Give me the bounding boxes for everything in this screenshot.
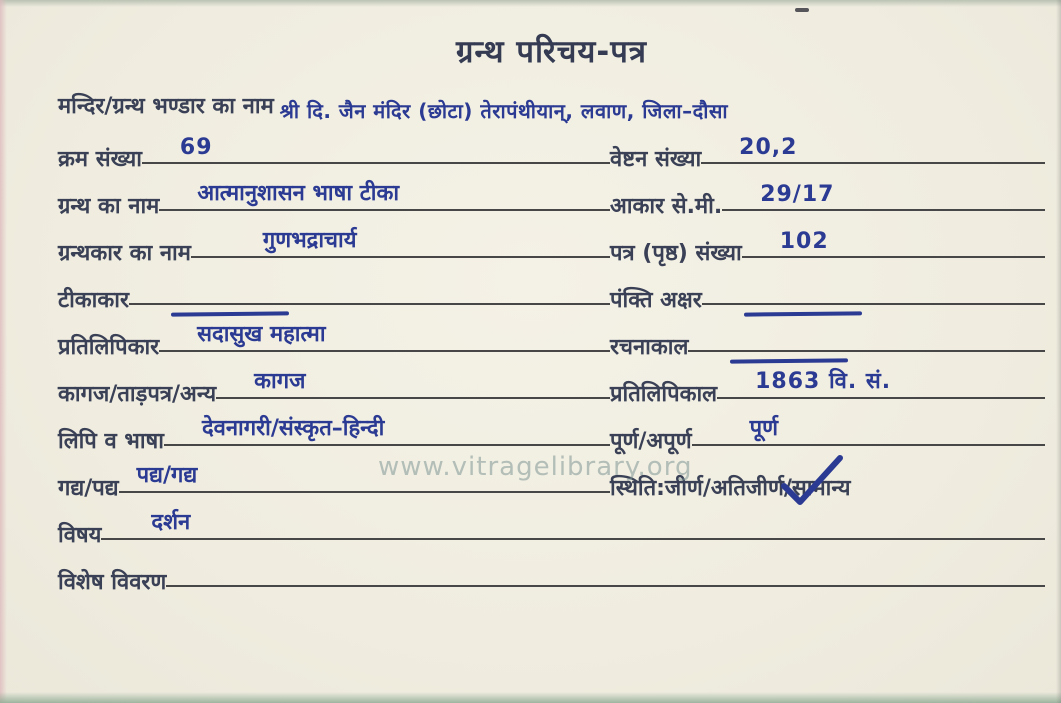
field-value-handwritten: 102	[779, 229, 829, 254]
library-watermark: www.vitragelibrary.org	[378, 452, 693, 482]
field-label: मन्दिर/ग्रन्थ भण्डार का नाम	[58, 94, 274, 119]
scan-edge-right	[1056, 0, 1061, 703]
form-rows	[58, 130, 1045, 600]
field-value-handwritten: गुणभद्राचार्य	[262, 228, 357, 253]
rule-line	[216, 369, 610, 399]
scan-artifact	[795, 8, 809, 12]
field-tikakar	[58, 271, 610, 318]
field-label: पूर्ण/अपूर्ण	[610, 429, 692, 454]
field-label: प्रतिलिपिकाल	[610, 382, 718, 407]
field-label: ग्रन्थकार का नाम	[58, 241, 191, 266]
field-value-handwritten: सदासुख महात्मा	[197, 322, 326, 347]
field-pratilipikal	[610, 365, 1045, 412]
rule-line	[142, 135, 610, 164]
rule-line	[119, 463, 610, 493]
blank-pen-stroke	[171, 311, 289, 316]
field-value-handwritten: दर्शन	[151, 510, 191, 535]
field-label: पंक्ति अक्षर	[610, 288, 702, 313]
field-value-handwritten: आत्मानुशासन भाषा टीका	[197, 181, 400, 206]
rule-line	[701, 135, 1045, 164]
field-value-handwritten: श्री दि. जैन मंदिर (छोटा) तेरापंथीयान्, लवाण, जिला–दौसा	[279, 99, 729, 123]
scan-edge-top	[0, 0, 1061, 7]
field-granth-name	[58, 177, 610, 224]
rule-line	[688, 350, 1045, 352]
field-value-handwritten: पद्य/गद्य	[136, 463, 198, 488]
field-page-count	[610, 224, 1045, 271]
field-label: प्रतिलिपिकार	[58, 335, 160, 360]
table-row	[58, 130, 1045, 177]
field-granthkar-name	[58, 224, 610, 271]
table-row	[58, 318, 1045, 365]
rule-line	[742, 229, 1045, 258]
rule-line	[692, 416, 1045, 446]
page-title: ग्रन्थ परिचय-पत्र	[456, 34, 647, 70]
rule-line	[101, 510, 1045, 540]
field-label: ग्रन्थ का नाम	[58, 194, 160, 219]
field-label: कागज/ताड़पत्र/अन्य	[58, 382, 217, 407]
scan-edge-left	[0, 0, 7, 703]
field-label: रचनाकाल	[610, 335, 689, 360]
table-row	[58, 177, 1045, 224]
field-label: सामान्य	[791, 476, 851, 501]
scan-edge-bottom	[0, 692, 1061, 703]
table-row	[58, 553, 1045, 600]
field-label: पत्र (पृष्ठ) संख्या	[610, 241, 742, 266]
table-row	[58, 506, 1045, 553]
rule-line	[159, 322, 610, 352]
rule-line	[722, 182, 1045, 211]
field-label: क्रम संख्या	[58, 147, 142, 172]
rule-line	[702, 303, 1045, 305]
field-value-handwritten: देवनागरी/संस्कृत–हिन्दी	[201, 416, 385, 441]
field-value-handwritten: 1863 वि. सं.	[755, 369, 892, 394]
field-vishay	[58, 506, 1045, 553]
field-material	[58, 365, 610, 412]
field-value-handwritten: 20,2	[739, 135, 798, 160]
rule-line	[129, 303, 610, 305]
field-value-handwritten: पूर्ण	[749, 416, 779, 441]
field-label: विशेष विवरण	[58, 570, 167, 595]
field-label: विषय	[58, 523, 102, 548]
check-mark-icon	[778, 456, 848, 512]
rule-line	[166, 585, 1045, 587]
field-label: वेष्टन संख्या	[610, 147, 702, 172]
field-value-handwritten: कागज	[254, 369, 306, 394]
field-size-cm	[610, 177, 1045, 224]
condition-selected-option	[792, 472, 851, 502]
field-veshtan-number	[610, 130, 1045, 177]
field-label: गद्य/पद्य	[58, 476, 119, 501]
table-row	[58, 271, 1045, 318]
table-row	[58, 224, 1045, 271]
field-serial-number	[58, 130, 610, 177]
field-pankti-akshar	[610, 271, 1045, 318]
table-row	[58, 365, 1045, 412]
field-value-handwritten: 69	[179, 135, 213, 160]
field-mandir-bhandar-name	[58, 78, 1045, 124]
field-label: टीकाकार	[58, 288, 129, 313]
field-value-handwritten: 29/17	[760, 182, 835, 207]
blank-pen-stroke	[730, 358, 848, 363]
field-pratilipikar	[58, 318, 610, 365]
rule-line	[717, 369, 1045, 399]
field-label: लिपि व भाषा	[58, 429, 164, 454]
field-rachnakal	[610, 318, 1045, 365]
rule-line	[159, 181, 610, 211]
rule-line	[191, 228, 610, 258]
field-label: स्थिति:जीर्ण/अतिजीर्ण/	[610, 476, 792, 501]
field-vishesh-vivaran	[58, 553, 1045, 600]
rule-line	[164, 416, 610, 446]
blank-pen-stroke	[744, 311, 862, 316]
field-label: आकार से.मी.	[610, 194, 723, 219]
